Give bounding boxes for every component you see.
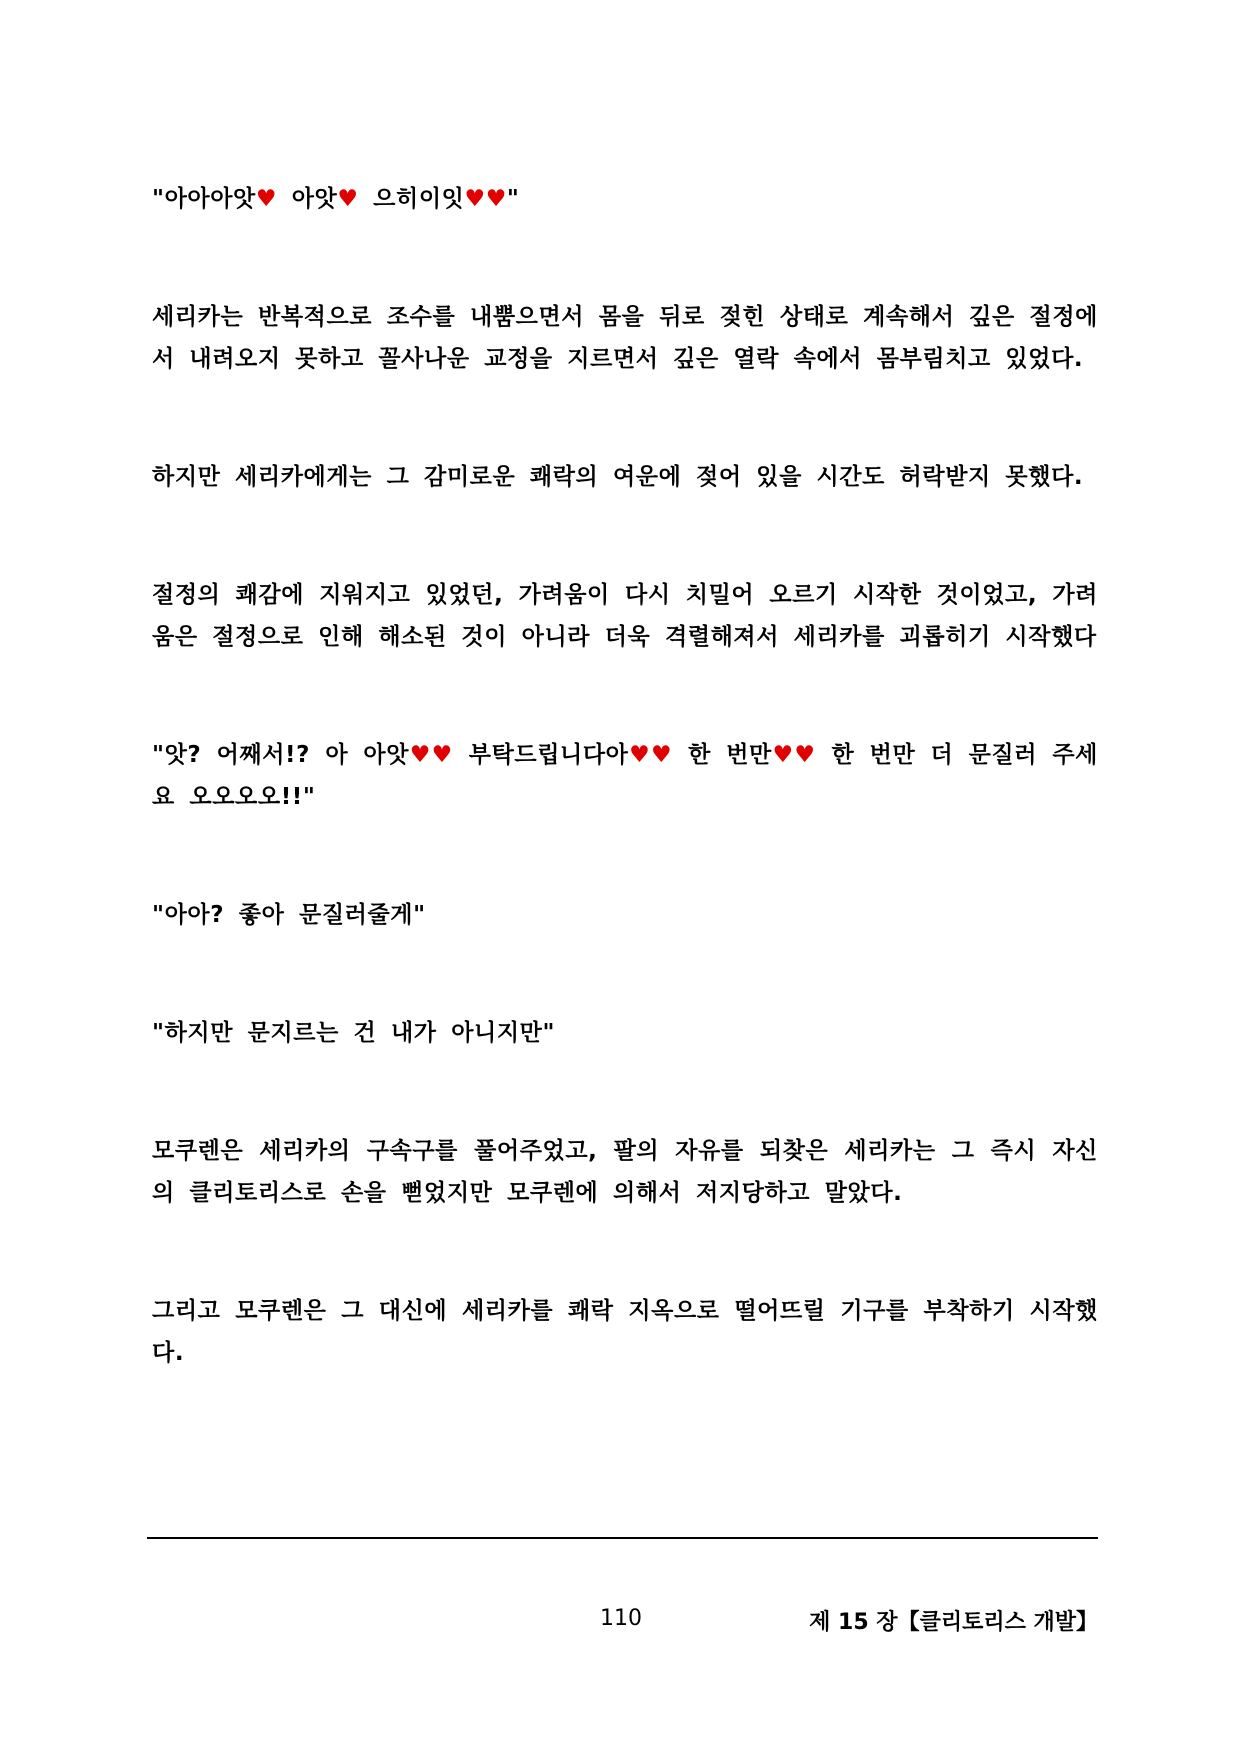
paragraph-2 bbox=[152, 296, 1098, 380]
paragraph-9 bbox=[152, 1290, 1098, 1374]
paragraph-text: "아아? 좋아 문질러줄게" bbox=[152, 902, 426, 928]
heart-icon: ♥ bbox=[337, 186, 359, 212]
paragraph-text: 으히이잇 bbox=[358, 186, 465, 212]
footer-divider bbox=[147, 1537, 1098, 1539]
paragraph-text: 하지만 세리카에게는 그 감미로운 쾌락의 여운에 젖어 있을 시간도 허락받지 못했다. bbox=[152, 464, 1084, 490]
paragraph-text: 세리카는 반복적으로 조수를 내뿜으면서 몸을 뒤로 젖힌 상태로 계속해서 깊은 절정에서 내려오지 못하고 꼴사나운 교정을 지르면서 깊은 열락 속에서 몸부림치고 있었다. bbox=[152, 304, 1098, 372]
paragraph-text: 그리고 모쿠렌은 그 대신에 세리카를 쾌락 지옥으로 떨어뜨릴 기구를 부착하기 시작했다. bbox=[152, 1298, 1098, 1366]
heart-icon: ♥ bbox=[255, 186, 278, 212]
paragraph-text: 부탁드립니다아 bbox=[453, 742, 629, 768]
chapter-title: 제 15 장【클리토리스 개발】 bbox=[809, 1610, 1098, 1635]
paragraph-text: 절정의 쾌감에 지워지고 있었던, 가려움이 다시 치밀어 오르기 시작한 것이었고, 가려움은 절정으로 인해 해소된 것이 아니라 더욱 격렬해져서 세리카를 괴롭히기 시작했다 bbox=[152, 582, 1098, 650]
paragraph-text: 한 번만 bbox=[672, 742, 772, 768]
paragraph-text: 모쿠렌은 세리카의 구속구를 풀어주었고, 팔의 자유를 되찾은 세리카는 그 즉시 자신의 클리토리스로 손을 뻗었지만 모쿠렌에 의해서 저지당하고 말았다. bbox=[152, 1138, 1098, 1206]
paragraph-8 bbox=[152, 1130, 1098, 1214]
paragraph-text: " bbox=[506, 186, 520, 212]
heart-icon: ♥♥ bbox=[409, 742, 454, 768]
paragraph-text: "앗? 어째서!? 아 아앗 bbox=[152, 742, 410, 768]
paragraph-1 bbox=[152, 178, 1098, 220]
paragraph-6 bbox=[152, 894, 1098, 936]
paragraph-3 bbox=[152, 456, 1098, 498]
paragraph-text: 아앗 bbox=[277, 186, 338, 212]
paragraph-5 bbox=[152, 734, 1098, 818]
heart-icon: ♥♥ bbox=[464, 186, 507, 212]
body-text bbox=[152, 178, 1098, 1374]
paragraph-7 bbox=[152, 1012, 1098, 1054]
paragraph-4 bbox=[152, 574, 1098, 658]
paragraph-text: "하지만 문지르는 건 내가 아니지만" bbox=[152, 1020, 556, 1046]
page-number: 110 bbox=[600, 1606, 642, 1631]
heart-icon: ♥♥ bbox=[628, 742, 673, 768]
paragraph-text: "아아아앗 bbox=[152, 186, 256, 212]
paragraph-text: 한 번만 더 문질러 주세요 오오오오!!" bbox=[152, 742, 1098, 810]
heart-icon: ♥♥ bbox=[771, 742, 817, 768]
